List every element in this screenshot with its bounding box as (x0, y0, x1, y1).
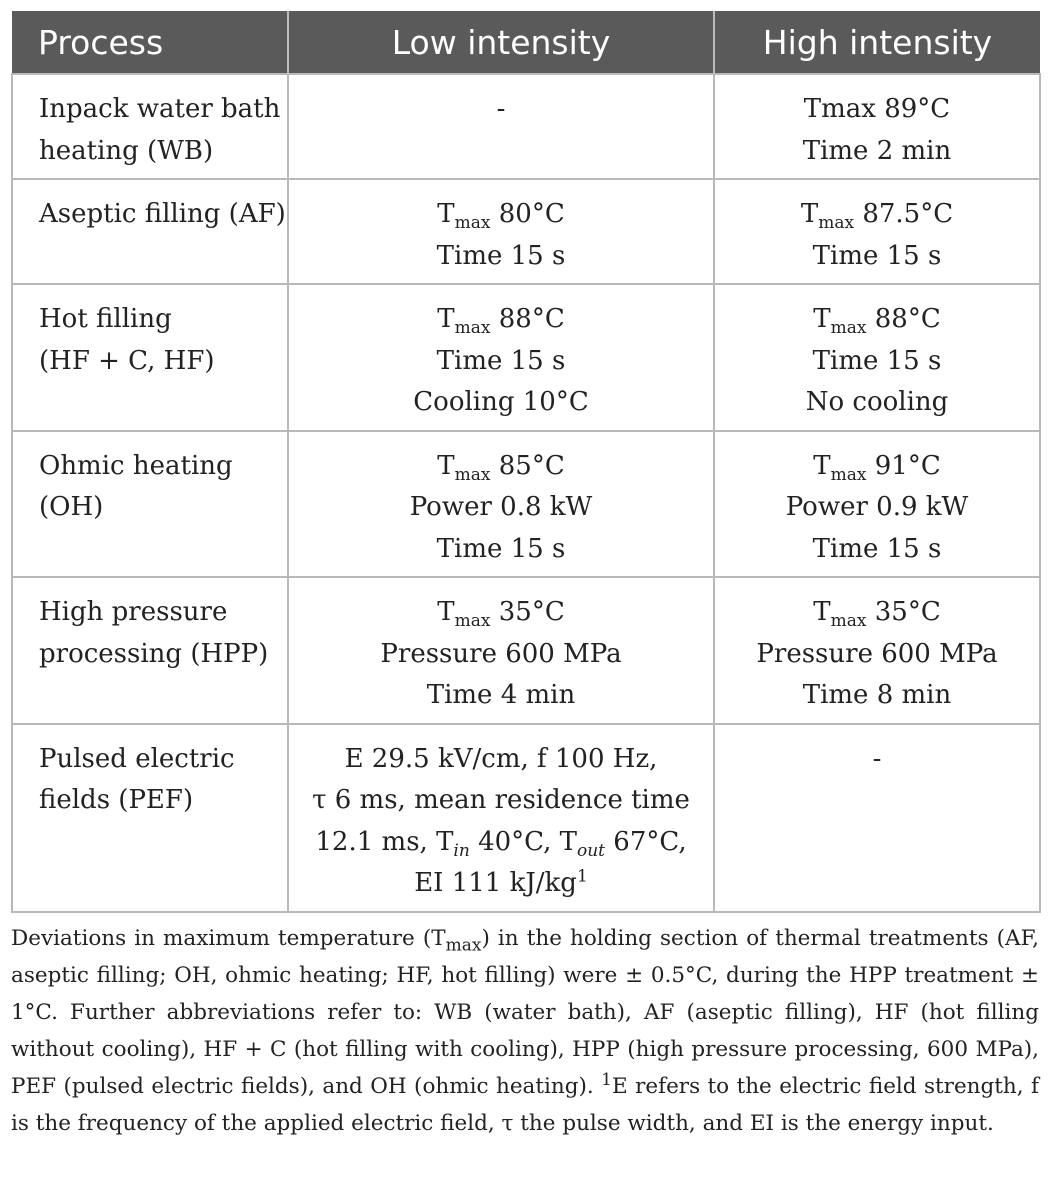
high-intensity-line: Time 15 s (812, 240, 942, 271)
footnote-part-3: E refers to the electric field strength, f is the frequency of the applied electric field, τ the pulse width, and EI is the energy input. (11, 1074, 1039, 1136)
header-low-intensity: Low intensity (288, 11, 714, 74)
low-intensity-cell (288, 577, 714, 724)
tmax-value (289, 592, 713, 634)
tmax-value (289, 299, 713, 341)
process-name-line: fields (PEF) (39, 785, 194, 815)
t-subscript-max: max (830, 611, 867, 632)
t-symbol: T (813, 597, 831, 627)
process-name-line: (HF + C, HF) (39, 345, 215, 376)
tmax-number: 87.5°C (862, 199, 954, 229)
tmax-value (715, 592, 1039, 634)
tmax-number: 91°C (874, 450, 941, 481)
t-subscript-max: max (454, 611, 491, 632)
pef-energy-text: EI 111 kJ/kg (414, 868, 577, 898)
low-intensity-line: Time 15 s (436, 345, 566, 376)
t-subscript-max: max (454, 213, 491, 234)
low-intensity-line: E 29.5 kV/cm, f 100 Hz, (344, 743, 658, 774)
t-symbol: T (437, 304, 455, 334)
high-intensity-line: Tmax 89°C (803, 94, 951, 124)
tmax-value (715, 299, 1039, 341)
process-name-line: processing (HPP) (39, 638, 269, 669)
table-row (12, 284, 1040, 431)
table-row (12, 724, 1040, 912)
t-symbol: T (437, 199, 455, 229)
high-intensity-line: No cooling (805, 387, 949, 417)
process-name-line: Ohmic heating (39, 450, 233, 481)
process-cell (12, 431, 288, 578)
header-row (12, 11, 1040, 74)
pef-energy-line (289, 863, 713, 905)
pef-temperature-line (289, 822, 713, 864)
tmax-value (715, 194, 1039, 236)
high-intensity-line: Time 8 min (802, 680, 952, 710)
footnote-part-2: ) in the holding section of thermal treatments (AF, aseptic filling; OH, ohmic heating; HF, hot filling) were ± 0.5°C, during the HPP treatment ± 1°C. Further abbreviations refer to: WB (water bath), AF (aseptic filling), HF (hot filling without cooling), HF + C (hot filling with cooling), HPP (high pressure processing, 600 MPa), PEF (pulsed electric fields), and OH (ohmic heating). (11, 926, 1039, 1099)
tmax-number: 85°C (498, 450, 565, 481)
t-subscript-max: max (818, 213, 855, 234)
t-symbol: T (437, 450, 455, 481)
tmax-value (715, 446, 1039, 488)
table-row (12, 577, 1040, 724)
table-body (12, 74, 1040, 912)
tmax-number: 88°C (498, 304, 565, 334)
process-cell (12, 74, 288, 179)
high-intensity-cell (714, 431, 1040, 578)
process-name-line: (OH) (39, 492, 104, 522)
t-symbol: T (800, 199, 819, 229)
tmax-value (289, 194, 713, 236)
footnote-part-1: Deviations in maximum temperature (T (11, 926, 446, 951)
low-intensity-cell (288, 724, 714, 912)
treatment-table (11, 11, 1041, 913)
process-cell (12, 577, 288, 724)
t-symbol: T (437, 597, 455, 627)
t-subscript-in: in (453, 840, 470, 861)
low-intensity-line: - (496, 94, 506, 124)
low-intensity-cell (288, 179, 714, 284)
high-intensity-line: Time 15 s (812, 533, 942, 564)
pef-line3-suffix: 67°C, (605, 826, 687, 857)
low-intensity-cell (288, 74, 714, 179)
footnote-sub-max: max (445, 935, 482, 956)
t-subscript-out: out (577, 840, 606, 861)
tmax-number: 35°C (498, 597, 565, 627)
process-name-line: Aseptic filling (AF) (39, 199, 286, 229)
high-intensity-cell (714, 284, 1040, 431)
high-intensity-cell (714, 724, 1040, 912)
high-intensity-cell (714, 577, 1040, 724)
tmax-value (289, 446, 713, 488)
t-symbol: T (813, 304, 831, 334)
process-name-line: heating (WB) (39, 135, 214, 166)
low-intensity-line: Pressure 600 MPa (380, 638, 622, 669)
pef-footnote-marker: 1 (576, 866, 588, 887)
process-name-line: Inpack water bath (39, 94, 281, 124)
process-cell (12, 724, 288, 912)
process-name-line: Hot filling (39, 304, 172, 334)
t-subscript-max: max (454, 464, 491, 485)
process-name-line: High pressure (39, 597, 228, 627)
table-footnote (11, 920, 1039, 1142)
t-symbol: T (813, 450, 831, 481)
process-name-line: Pulsed electric (39, 743, 235, 774)
low-intensity-line: Time 15 s (436, 240, 566, 271)
low-intensity-cell (288, 431, 714, 578)
low-intensity-line: τ 6 ms, mean residence time (312, 785, 690, 815)
header-high-intensity: High intensity (714, 11, 1040, 74)
low-intensity-cell (288, 284, 714, 431)
footnote-text (11, 920, 1039, 1142)
pef-line3-mid: 40°C, T (469, 826, 577, 857)
pef-line3-prefix: 12.1 ms, T (315, 826, 454, 857)
high-intensity-cell (714, 179, 1040, 284)
header-process: Process (12, 11, 288, 74)
high-intensity-line: Time 2 min (802, 135, 952, 166)
t-subscript-max: max (830, 464, 867, 485)
tmax-number: 88°C (874, 304, 941, 334)
treatment-table-container (11, 11, 1039, 913)
low-intensity-line: Cooling 10°C (413, 387, 589, 417)
t-subscript-max: max (454, 318, 491, 339)
high-intensity-line: Pressure 600 MPa (756, 638, 998, 669)
table-row (12, 431, 1040, 578)
high-intensity-cell (714, 74, 1040, 179)
low-intensity-line: Time 4 min (426, 680, 576, 710)
high-intensity-line: Power 0.9 kW (785, 492, 969, 522)
high-intensity-line: - (872, 743, 882, 774)
low-intensity-line: Time 15 s (436, 533, 566, 564)
tmax-number: 35°C (874, 597, 941, 627)
low-intensity-line: Power 0.8 kW (409, 492, 593, 522)
table-row (12, 179, 1040, 284)
high-intensity-line: Time 15 s (812, 345, 942, 376)
t-subscript-max: max (830, 318, 867, 339)
process-cell (12, 179, 288, 284)
footnote-sup-1: 1 (601, 1069, 612, 1090)
tmax-number: 80°C (498, 199, 565, 229)
process-cell (12, 284, 288, 431)
table-row (12, 74, 1040, 179)
